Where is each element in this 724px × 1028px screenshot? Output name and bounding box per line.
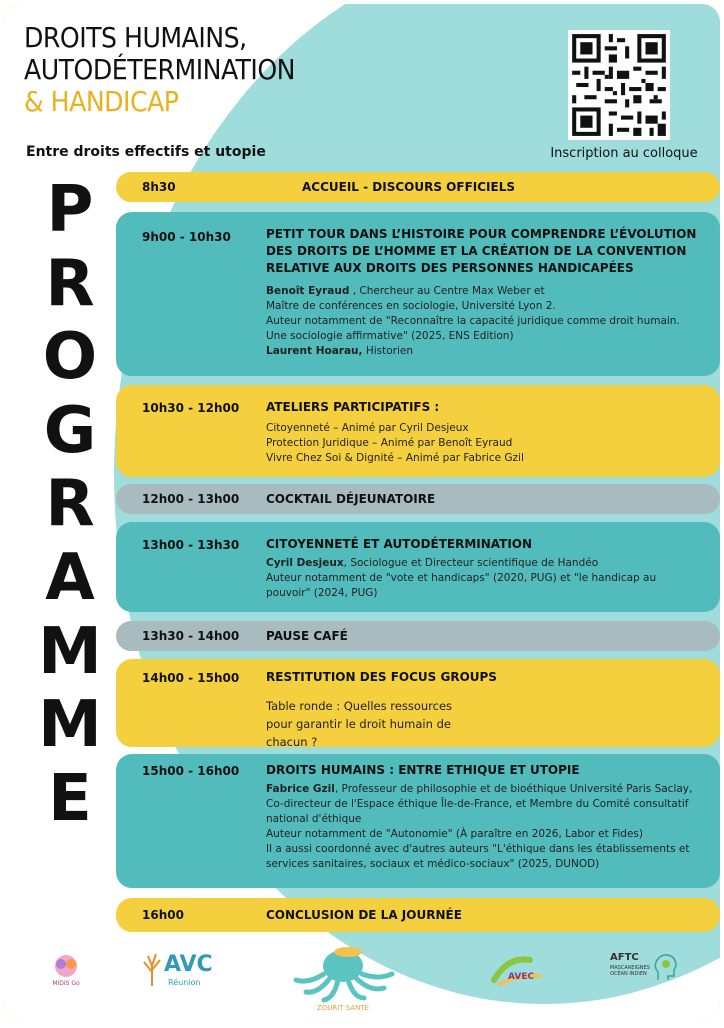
programme-letter: M [38,688,102,763]
poster-title [24,22,295,118]
schedule-row-cocktail [116,484,720,514]
schedule-row-accueil [116,172,720,202]
schedule-time: 8h30 [142,180,176,194]
programme-letter: R [45,467,95,542]
partner-logos [4,938,720,1020]
programme-letter: O [42,320,98,395]
speaker-role: , Sociologue et Directeur scientifique de Handéo [343,557,599,569]
speaker-line [266,284,702,299]
speaker-line [266,782,702,827]
logo-avc-main: AVC [164,952,213,977]
schedule-title: CONCLUSION DE LA JOURNÉE [266,908,462,922]
schedule-title: PAUSE CAFÉ [266,629,348,643]
schedule-time: 12h00 - 13h00 [142,492,240,506]
logo-midis [46,950,86,990]
speaker-name: Cyril Desjeux [266,557,344,569]
logo-avc-sub: Réunion [168,978,201,987]
qr-caption: Inscription au colloque [550,146,698,161]
speaker-name: Fabrice Gzil [266,783,335,795]
schedule-title: ATELIERS PARTICIPATIFS : [266,400,440,414]
logo-avc-reunion [134,952,234,992]
poster [4,4,720,1020]
schedule-details [266,421,702,466]
schedule-title: PETIT TOUR DANS L’HISTOIRE POUR COMPRENDRE L’ÉVOLUTION DES DROITS DE L’HOMME ET LA CRÉATION DE LA CONVENTION RELATIVE AUX DROITS DES PERSONNES HANDICAPÉES [266,227,697,275]
programme-vertical-word [30,174,110,836]
schedule-title: COCKTAIL DÉJEUNATOIRE [266,492,436,506]
schedule-details [266,284,702,359]
logo-avec [490,954,546,990]
schedule-row-citoyennete [116,522,720,612]
schedule-details [266,556,702,601]
speaker-line: Maître de conférences en sociologie, Université Lyon 2. [266,300,556,312]
logo-midis-label: MIDIS Go [52,980,80,987]
swoosh-icon [490,954,546,988]
qr-code-icon[interactable] [568,30,670,140]
title-line-2: AUTODÉTERMINATION [24,53,296,86]
schedule-time: 13h30 - 14h00 [142,629,240,643]
speaker-line: Auteur notamment de "Reconnaître la capacité juridique comme droit humain. Une sociologie affirmative" (2025, ENS Edition) [266,315,680,342]
programme-letter: G [43,393,97,468]
programme-letter: M [38,614,102,689]
logo-aftc-sub2: OCÉAN INDIEN [610,971,647,977]
programme-letter: A [45,540,95,615]
atelier-item: Protection Juridique – Animé par Benoît Eyraud [266,437,513,449]
schedule-title: DROITS HUMAINS : ENTRE ETHIQUE ET UTOPIE [266,763,580,777]
title-line-1: DROITS HUMAINS, [24,21,247,54]
speaker-role: , Professeur de philosophie et de bioéthique Université Paris Saclay, Co-directeur de l'Espace éthique Île-de-France, et Membre du Comité consultatif national d'éthique [266,783,693,825]
schedule-title: ACCUEIL - DISCOURS OFFICIELS [302,180,515,194]
head-profile-icon [652,952,678,982]
logo-zourit-sante [288,940,398,1016]
atelier-item: Citoyenneté – Animé par Cyril Desjeux [266,422,469,434]
programme-letter: R [45,246,95,321]
schedule-row-pause [116,621,720,651]
logo-aftc-sub1: MASCAREIGNES [610,965,650,971]
schedule-time: 14h00 - 15h00 [142,671,240,685]
logo-aftc [610,952,680,992]
schedule-title: CITOYENNETÉ ET AUTODÉTERMINATION [266,537,533,551]
tree-icon [140,952,164,986]
speaker-role: Historien [362,345,414,357]
atelier-item: Vivre Chez Soi & Dignité – Animé par Fabrice Gzil [266,452,524,464]
schedule-time: 9h00 - 10h30 [142,230,231,244]
schedule-row-focus [116,659,720,747]
schedule-time: 15h00 - 16h00 [142,764,240,778]
schedule-details: Table ronde : Quelles ressources pour garantir le droit humain de chacun ? [266,699,453,749]
schedule-time: 10h30 - 12h00 [142,401,240,415]
schedule-title: RESTITUTION DES FOCUS GROUPS [266,670,497,684]
speaker-role: , Chercheur au Centre Max Weber et [349,285,545,297]
speaker-name: Benoît Eyraud [266,285,350,297]
logo-aftc-main: AFTC [610,952,639,963]
speaker-line: Auteur notamment de "vote et handicaps" (2020, PUG) et "le handicap au pouvoir" (2024, PUG) [266,572,657,599]
speaker-name: Laurent Hoarau, [266,345,363,357]
speaker-line: Il a aussi coordonné avec d'autres auteurs "L'éthique dans les établissements et services sanitaires, sociaux et médico-sociaux" (2025, DUNOD) [266,843,690,870]
logo-avec-label: AVEC [508,972,535,982]
logo-zourit-label: ZOURIT SANTE [316,1004,370,1012]
speaker-line [266,556,702,571]
schedule-time: 13h00 - 13h30 [142,538,240,552]
schedule-row-histoire [116,212,720,376]
poster-subtitle: Entre droits effectifs et utopie [26,144,266,160]
speaker-line: Auteur notamment de "Autonomie" (À paraître en 2026, Labor et Fides) [266,828,643,840]
programme-letter: E [48,761,92,836]
speaker-line [266,344,702,359]
schedule-time: 16h00 [142,908,184,922]
schedule-row-ethique [116,754,720,888]
schedule-details [266,782,702,872]
octopus-icon [288,940,398,1004]
schedule-row-ateliers [116,385,720,477]
title-line-3: & HANDICAP [24,85,179,118]
schedule-row-conclusion [116,898,720,932]
programme-letter: P [46,173,94,247]
